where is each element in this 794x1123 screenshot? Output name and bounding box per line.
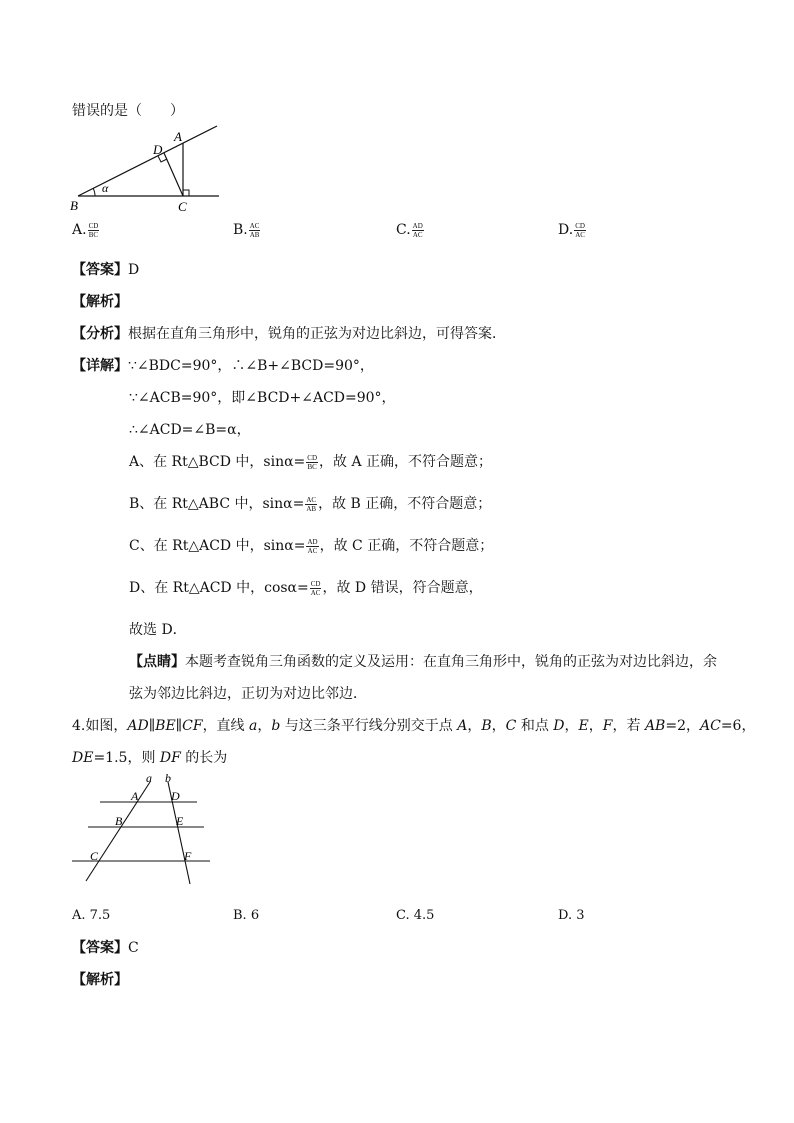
label-alpha: α: [102, 181, 109, 195]
detail-item-d: D、在 Rt△ACD 中，cosα= $\frac{CD}{AC}$ ，故 D 错误，符合题意，: [129, 579, 483, 597]
label-D: D: [153, 142, 163, 157]
label-line-b: b: [165, 771, 171, 785]
q4-option-c: C. 4.5: [396, 908, 435, 923]
label-point-B: B: [115, 814, 123, 828]
label-point-F: F: [184, 849, 192, 863]
q4-stem-line-2: DE=1.5，则 DF 的长为: [72, 750, 228, 766]
detail-line-3: ∴∠ACD=∠B=α，: [129, 422, 251, 438]
figure-right-triangle: [66, 124, 226, 216]
dianjing-line-2: 弦为邻边比斜边，正切为对边比邻边．: [129, 686, 367, 702]
label-point-A: A: [131, 789, 139, 803]
detail-item-b: B、在 Rt△ABC 中，sinα= $\frac{AC}{AB}$ ，故 B 正确，不符合题意；: [129, 495, 492, 513]
detail-item-c: C、在 Rt△ACD 中，sinα= $\frac{AD}{AC}$ ，故 C 正确，不符合题意；: [129, 537, 494, 555]
label-point-D: D: [171, 789, 180, 803]
fenxi-line: 【分析】根据在直角三角形中，锐角的正弦为对边比斜边，可得答案．: [72, 326, 506, 342]
analysis-tag: 【解析】: [72, 294, 128, 310]
detail-line-2: ∵∠ACB=90°，即∠BCD+∠ACD=90°，: [129, 390, 396, 406]
label-B: B: [70, 198, 78, 213]
label-point-E: E: [176, 814, 184, 828]
question-stem-tail: 错误的是（ ）: [72, 103, 184, 119]
option-d: D. $\frac{CD}{AC}$: [558, 221, 585, 239]
option-a: A. $\frac{CD}{BC}$: [72, 221, 99, 239]
label-line-a: a: [146, 771, 152, 785]
dianjing-line-1: 【点睛】本题考查锐角三角函数的定义及运用：在直角三角形中，锐角的正弦为对边比斜边，余: [129, 654, 717, 670]
option-b: B. $\frac{AC}{AB}$: [233, 221, 260, 239]
label-C: C: [178, 199, 187, 214]
label-A: A: [174, 129, 182, 144]
figure-parallel-lines: [70, 770, 215, 888]
label-point-C: C: [90, 849, 99, 863]
xiangjie-line: 【详解】∵∠BDC=90°，∴∠B+∠BCD=90°，: [72, 358, 374, 374]
detail-item-a: A、在 Rt△BCD 中，sinα= $\frac{CD}{BC}$ ，故 A 正确，不符合题意；: [129, 453, 493, 471]
q4-option-b: B. 6: [233, 908, 260, 923]
answer-line: 【答案】D: [72, 262, 140, 278]
choose-line: 故选 D．: [129, 622, 187, 638]
option-c: C. $\frac{AD}{AC}$: [396, 221, 423, 239]
q4-option-d: D. 3: [558, 908, 585, 923]
q4-answer-line: 【答案】C: [72, 940, 139, 956]
q4-option-a: A. 7.5: [72, 908, 111, 923]
q4-stem-line-1: 4.如图，AD∥BE∥CF，直线 a，b 与这三条平行线分别交于点 A，B，C 和点 D，E，F，若 AB=2，AC=6，: [72, 718, 756, 734]
q4-analysis-tag: 【解析】: [72, 972, 128, 988]
